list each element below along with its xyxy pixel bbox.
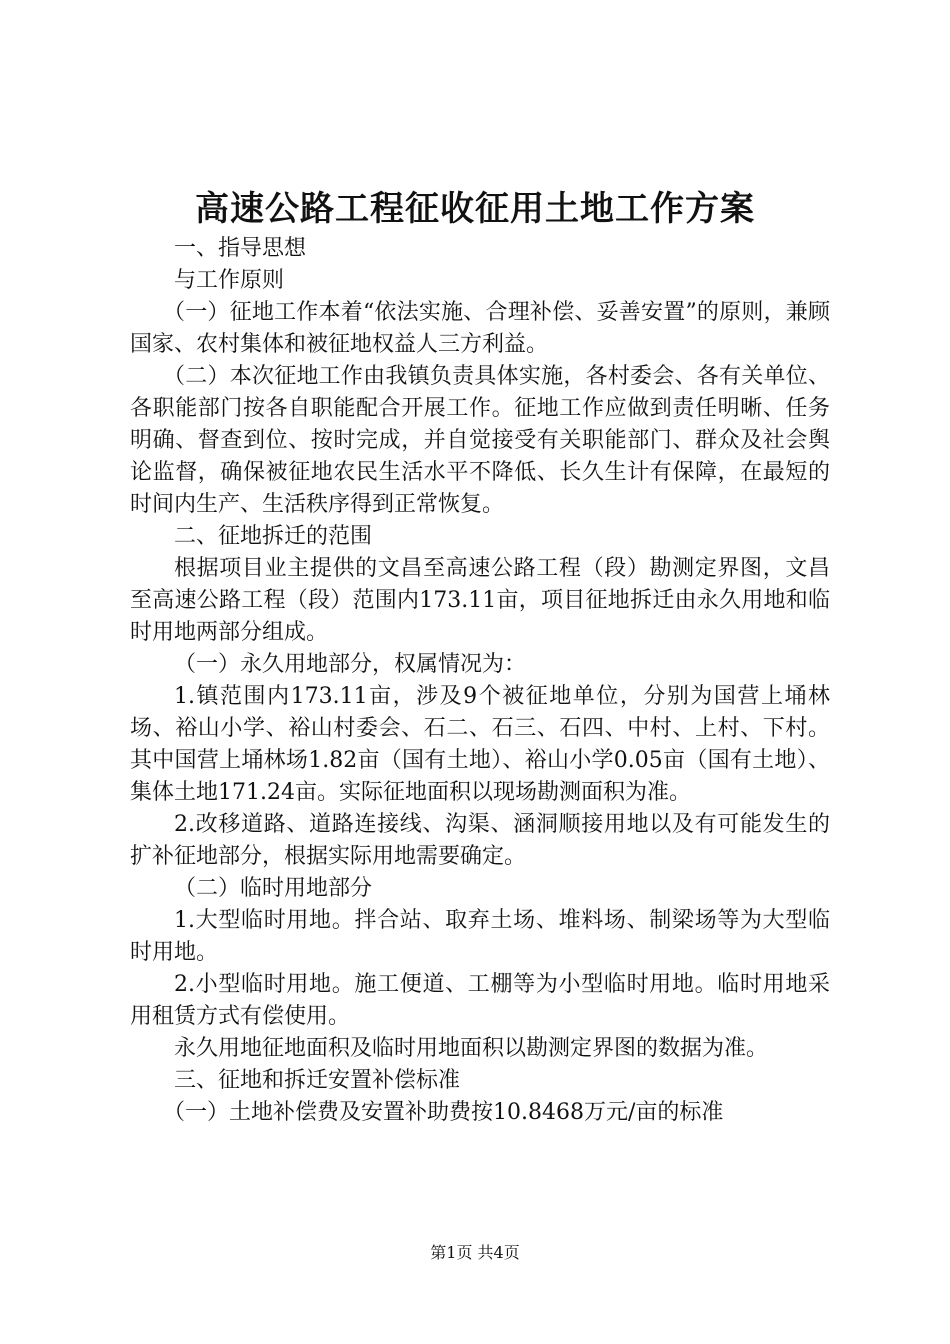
paragraph: 永久用地征地面积及临时用地面积以勘测定界图的数据为准。 bbox=[174, 1036, 769, 1061]
paragraph: （一）征地工作本着“依法实施、合理补偿、妥善安置”的原则，兼顾国家、农村集体和被征地权益人三方利益。 bbox=[130, 300, 830, 357]
paragraph: 1.镇范围内173.11亩，涉及9个被征地单位，分别为国营上埇林场、裕山小学、裕山村委会、石二、石三、石四、中村、上村、下村。其中国营上埇林场1.82亩（国有土地）、裕山小学0.05亩（国有土地）、集体土地171.24亩。实际征地面积以现场勘测面积为准。 bbox=[130, 684, 830, 805]
paragraph: 2.小型临时用地。施工便道、工棚等为小型临时用地。临时用地采用租赁方式有偿使用。 bbox=[130, 972, 830, 1029]
paragraph: 2.改移道路、道路连接线、沟渠、涵洞顺接用地以及有可能发生的扩补征地部分，根据实际用地需要确定。 bbox=[130, 812, 830, 869]
document-title: 高速公路工程征收征用土地工作方案 bbox=[195, 189, 755, 229]
paragraph: 1.大型临时用地。拌合站、取弃土场、堆料场、制梁场等为大型临时用地。 bbox=[130, 908, 830, 965]
section-heading: 二、征地拆迁的范围 bbox=[174, 524, 373, 549]
page-number-footer: 第1页 共4页 bbox=[430, 1243, 520, 1262]
paragraph: （一）土地补偿费及安置补助费按10.8468万元/亩的标准 bbox=[163, 1100, 724, 1125]
paragraph: 根据项目业主提供的文昌至高速公路工程（段）勘测定界图，文昌至高速公路工程（段）范围内173.11亩，项目征地拆迁由永久用地和临时用地两部分组成。 bbox=[130, 556, 830, 645]
section-heading: 一、指导思想 bbox=[174, 236, 307, 261]
section-heading-continuation: 与工作原则 bbox=[174, 268, 285, 293]
section-heading: 三、征地和拆迁安置补偿标准 bbox=[174, 1068, 461, 1093]
paragraph: （二）本次征地工作由我镇负责具体实施，各村委会、各有关单位、各职能部门按各自职能配合开展工作。征地工作应做到责任明晰、任务明确、督查到位、按时完成，并自觉接受有关职能部门、群众及社会舆论监督，确保被征地农民生活水平不降低、长久生计有保障，在最短的时间内生产、生活秩序得到正常恢复。 bbox=[130, 364, 830, 517]
document-body bbox=[130, 233, 830, 1129]
subsection-heading: （一）永久用地部分，权属情况为： bbox=[174, 652, 527, 677]
subsection-heading: （二）临时用地部分 bbox=[174, 876, 373, 901]
